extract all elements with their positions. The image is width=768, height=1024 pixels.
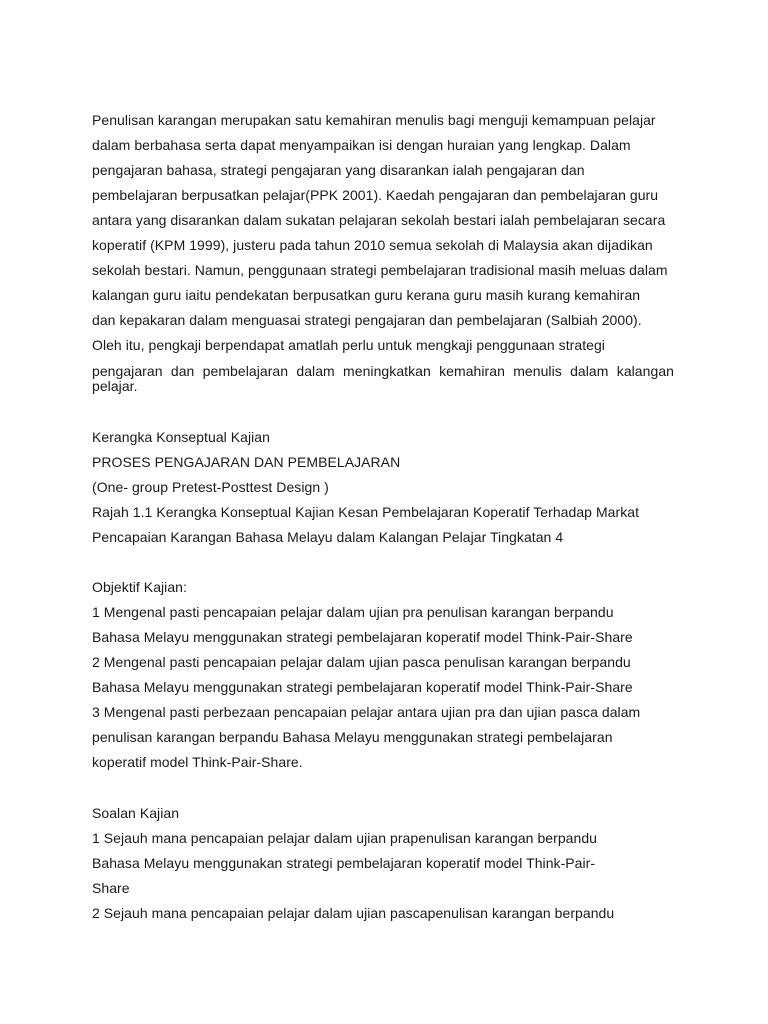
intro-line: koperatif (KPM 1999), justeru pada tahun 2010 semua sekolah di Malaysia akan dijadikan — [92, 237, 653, 253]
intro-line: Oleh itu, pengkaji berpendapat amatlah perlu untuk mengkaji penggunaan strategi — [92, 337, 605, 353]
objektif-line: Bahasa Melayu menggunakan strategi pembelajaran koperatif model Think-Pair-Share — [92, 629, 633, 645]
objektif-line: 2 Mengenal pasti pencapaian pelajar dalam ujian pasca penulisan karangan berpandu — [92, 654, 631, 670]
intro-line: pengajaran bahasa, strategi pengajaran yang disarankan ialah pengajaran dan — [92, 162, 585, 178]
figure-caption: Pencapaian Karangan Bahasa Melayu dalam Kalangan Pelajar Tingkatan 4 — [92, 529, 564, 545]
intro-line: dalam berbahasa serta dapat menyampaikan isi dengan huraian yang lengkap. Dalam — [92, 137, 631, 153]
kerangka-heading: Kerangka Konseptual Kajian — [92, 429, 270, 445]
objektif-line: 1 Mengenal pasti pencapaian pelajar dalam ujian pra penulisan karangan berpandu — [92, 604, 614, 620]
intro-line: pengajaran dan pembelajaran dalam meningkatkan kemahiran menulis dalam kalangan — [92, 363, 674, 379]
intro-line: Penulisan karangan merupakan satu kemahiran menulis bagi menguji kemampuan pelajar — [92, 112, 656, 128]
intro-line: dan kepakaran dalam menguasai strategi pengajaran dan pembelajaran (Salbiah 2000). — [92, 312, 642, 328]
soalan-line: 1 Sejauh mana pencapaian pelajar dalam ujian prapenulisan karangan berpandu — [92, 830, 598, 846]
soalan-line: 2 Sejauh mana pencapaian pelajar dalam ujian pascapenulisan karangan berpandu — [92, 905, 615, 921]
process-title: PROSES PENGAJARAN DAN PEMBELAJARAN — [92, 454, 401, 470]
objektif-line: penulisan karangan berpandu Bahasa Melayu menggunakan strategi pembelajaran — [92, 729, 613, 745]
intro-line: kalangan guru iaitu pendekatan berpusatkan guru kerana guru masih kurang kemahiran — [92, 287, 641, 303]
intro-line: antara yang disarankan dalam sukatan pelajaran sekolah bestari ialah pembelajaran secara — [92, 212, 666, 228]
objektif-line: 3 Mengenal pasti perbezaan pencapaian pelajar antara ujian pra dan ujian pasca dalam — [92, 704, 641, 720]
intro-line: pembelajaran berpusatkan pelajar(PPK 2001). Kaedah pengajaran dan pembelajaran guru — [92, 187, 659, 203]
soalan-heading: Soalan Kajian — [92, 805, 180, 821]
intro-line: pelajar. — [92, 378, 138, 394]
intro-line: sekolah bestari. Namun, penggunaan strategi pembelajaran tradisional masih meluas dalam — [92, 262, 668, 278]
design-label: (One- group Pretest-Posttest Design ) — [92, 479, 329, 495]
soalan-line: Share — [92, 880, 130, 896]
objektif-heading: Objektif Kajian: — [92, 579, 187, 595]
figure-caption: Rajah 1.1 Kerangka Konseptual Kajian Kesan Pembelajaran Koperatif Terhadap Markat — [92, 504, 640, 520]
objektif-line: Bahasa Melayu menggunakan strategi pembelajaran koperatif model Think-Pair-Share — [92, 679, 633, 695]
objektif-line: koperatif model Think-Pair-Share. — [92, 754, 303, 770]
soalan-line: Bahasa Melayu menggunakan strategi pembelajaran koperatif model Think-Pair- — [92, 855, 596, 871]
